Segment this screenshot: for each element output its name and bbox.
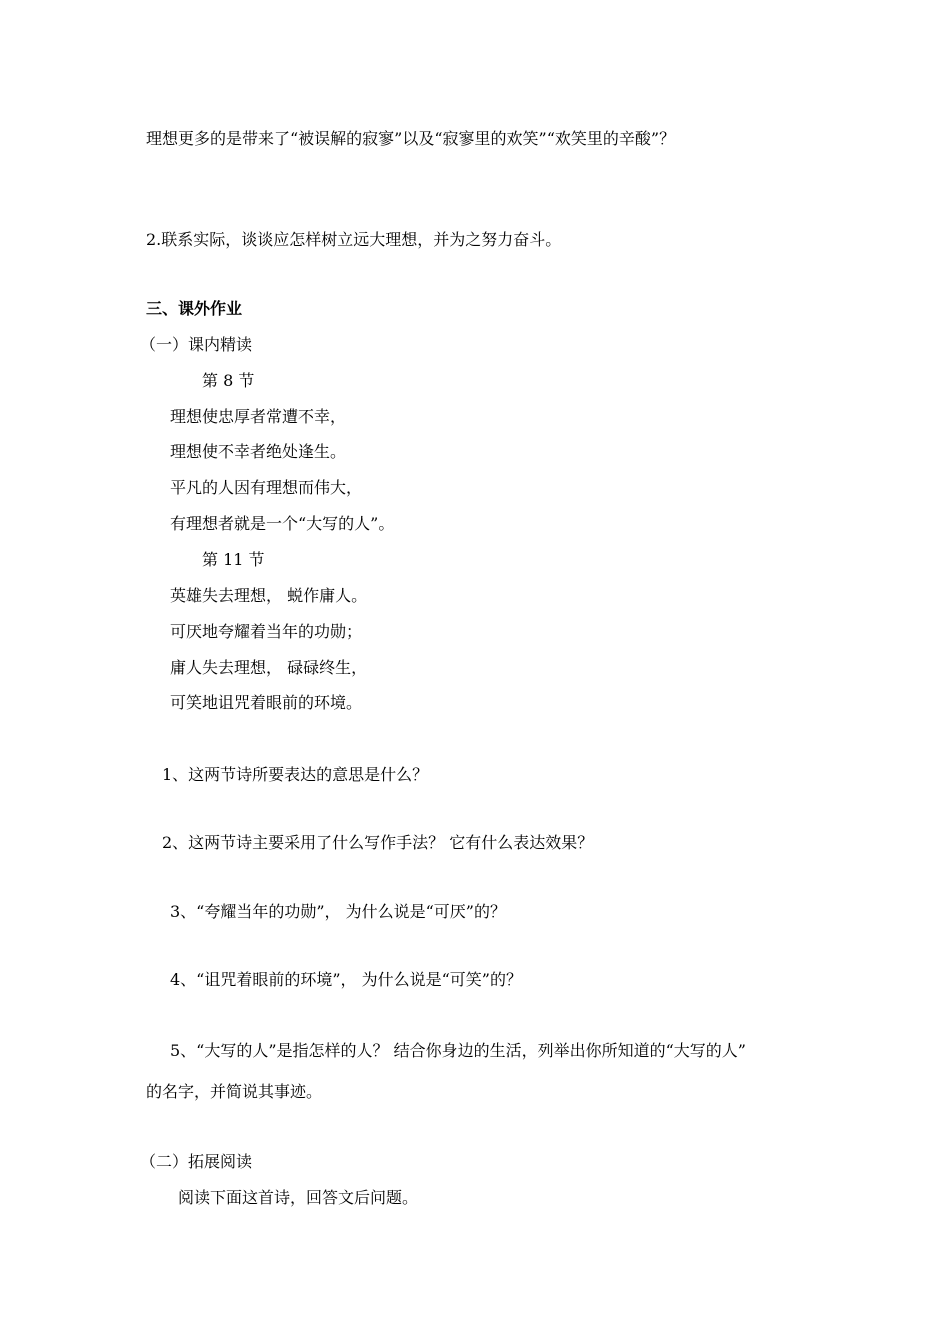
stanza-8-label: 第 8 节 bbox=[202, 371, 255, 390]
question-1-continued: 理想更多的是带来了“被误解的寂寥”以及“寂寥里的欢笑”“欢笑里的辛酸”？ bbox=[146, 129, 676, 148]
part2-title: （二）拓展阅读 bbox=[140, 1152, 253, 1171]
poem-line: 可笑地诅咒着眼前的环境。 bbox=[170, 693, 363, 712]
poem-line: 平凡的人因有理想而伟大， bbox=[170, 478, 363, 497]
stanza-11-label: 第 11 节 bbox=[202, 550, 265, 569]
question-item-continued: 的名字，并简说其事迹。 bbox=[146, 1082, 323, 1101]
part1-title: （一）课内精读 bbox=[140, 335, 253, 354]
question-2: 2.联系实际，谈谈应怎样树立远大理想，并为之努力奋斗。 bbox=[146, 230, 562, 249]
poem-line: 理想使忠厚者常遭不幸， bbox=[170, 407, 347, 426]
poem-line: 理想使不幸者绝处逢生。 bbox=[170, 442, 347, 461]
part2-instruction: 阅读下面这首诗，回答文后问题。 bbox=[178, 1188, 419, 1207]
poem-line: 英雄失去理想， 蜕作庸人。 bbox=[170, 586, 368, 605]
poem-line: 庸人失去理想， 碌碌终生， bbox=[170, 658, 368, 677]
question-item: 5、“大写的人”是指怎样的人？ 结合你身边的生活，列举出你所知道的“大写的人” bbox=[170, 1041, 746, 1060]
question-item: 1、这两节诗所要表达的意思是什么？ bbox=[162, 765, 429, 784]
homework-heading: 三、课外作业 bbox=[146, 299, 243, 318]
poem-line: 有理想者就是一个“大写的人”。 bbox=[170, 514, 395, 533]
question-item: 4、“诅咒着眼前的环境”， 为什么说是“可笑”的？ bbox=[170, 970, 522, 989]
question-item: 2、这两节诗主要采用了什么写作手法？ 它有什么表达效果？ bbox=[162, 833, 594, 852]
question-item: 3、“夸耀当年的功勋”， 为什么说是“可厌”的？ bbox=[170, 902, 506, 921]
poem-line: 可厌地夸耀着当年的功勋； bbox=[170, 622, 363, 641]
